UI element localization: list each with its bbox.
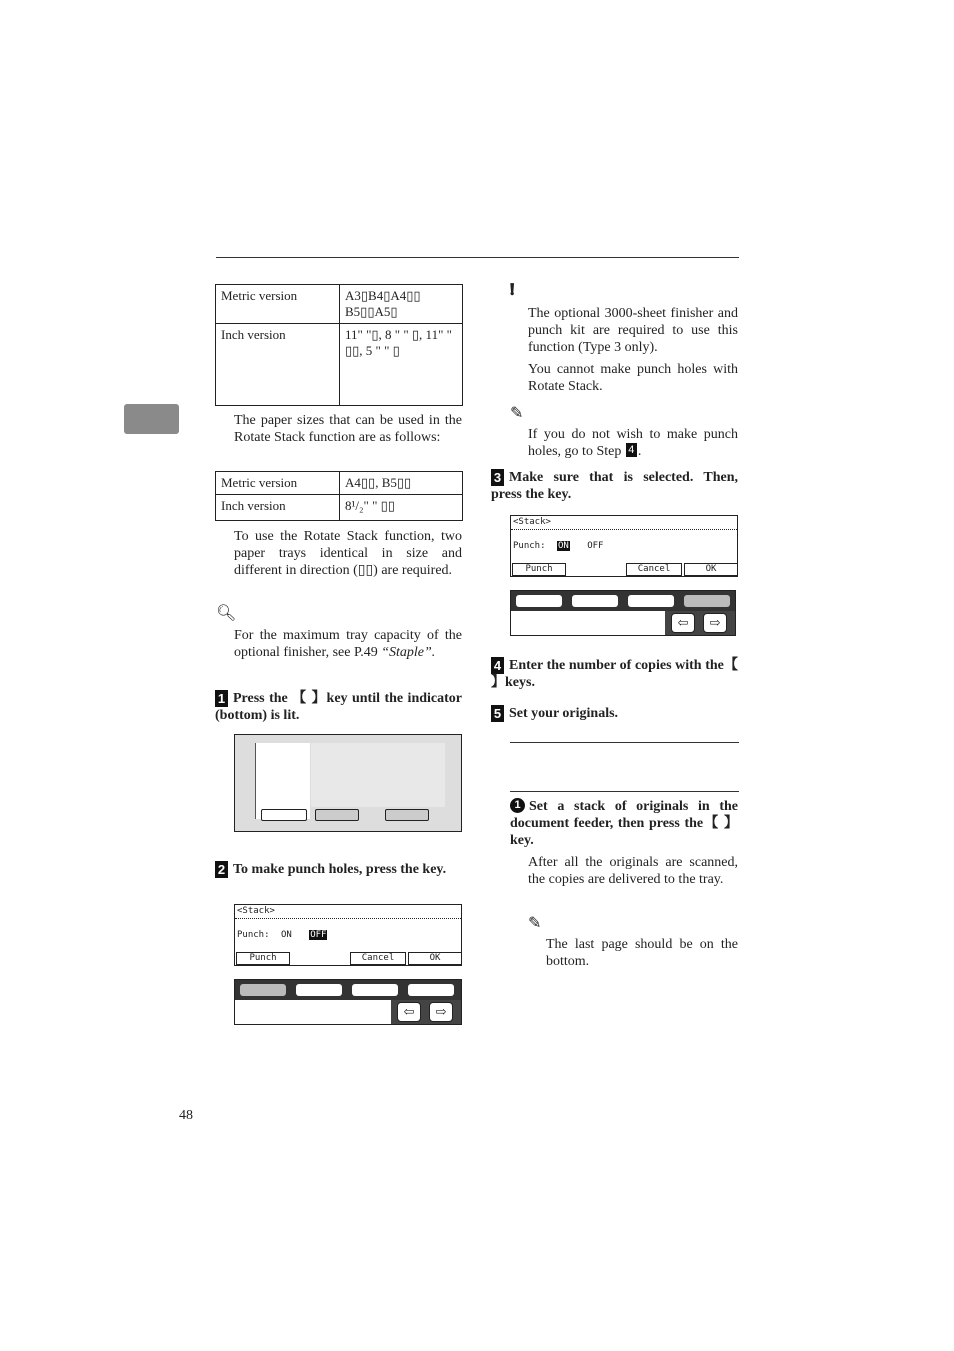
step-5-text: Set your originals. [509,706,619,721]
chapter-tab [124,404,179,434]
step-1-number: 1 [215,690,228,707]
step-4-text: Enter the number of copies with the【 】keys. [491,658,738,690]
paper-size-table-1 [215,284,463,406]
keys-bar-right [511,591,735,611]
selection-key-1-right[interactable] [516,595,562,607]
reference-text: For the maximum tray capacity of the optional finisher, see P.49 [234,628,462,660]
note-pencil-icon: ✎ [510,405,524,422]
lcd-right-punch-key[interactable]: Punch [512,563,566,576]
page-number: 48 [179,1108,193,1123]
note-paragraph: If you do not wish to make punch holes, go to Step 4 . [528,427,738,459]
step-5-number: 5 [491,705,504,722]
lcd-left-keys [236,952,460,964]
arrow-area-left [391,1000,461,1024]
table2-label-inch: Inch version [216,495,340,521]
lcd-screen-right [510,515,738,577]
reference-magnifier-icon: 🔍︎ [216,605,237,622]
step-2-number: 2 [215,861,228,878]
table2-label-metric: Metric version [216,472,340,495]
step-3 [491,469,738,503]
note-text: If you do not wish to make punch holes, go to Step [528,427,738,459]
panel-key-1 [261,809,307,821]
lcd-left-ok-key[interactable]: OK [408,952,462,965]
table2-value-inch: 8¹/₂" " ▯▯ [340,495,463,521]
table2-value-metric: A4▯▯, B5▯▯ [340,472,463,495]
lcd-right-title: <Stack> [511,516,737,530]
lcd-right-cancel-key[interactable]: Cancel [626,563,682,576]
substep-1-number: 1 [510,798,525,813]
after-scan-paragraph: After all the originals are scanned, the copies are delivered to the tray. [528,855,738,887]
important-icon: ❗︎ [510,282,515,299]
section-rule-top [510,742,739,743]
selection-key-3-right[interactable] [628,595,674,607]
table1-value-inch: 11" "▯, 8 " " ▯, 11" " ▯▯, 5 " " ▯ [340,324,463,406]
important-note-1: The optional 3000-sheet finisher and punch kit are required to use this function (Type 3 only). [528,306,738,355]
step-2-text: To make punch holes, press the key. [233,862,447,877]
right-arrow-icon-right[interactable]: ⇨ [703,613,727,633]
lcd-right-ok-key[interactable]: OK [684,563,738,576]
operation-panel-illustration [234,734,462,832]
lcd-left-cancel-key[interactable]: Cancel [350,952,406,965]
panel-key-2 [315,809,359,821]
substep-1 [510,798,738,849]
step-1 [215,690,462,724]
left-arrow-icon-right[interactable]: ⇦ [671,613,695,633]
selection-key-1-left[interactable] [240,984,286,996]
selection-key-3-left[interactable] [352,984,398,996]
note-pencil-icon-2: ✎ [528,915,542,932]
selection-key-4-left[interactable] [408,984,454,996]
lcd-right-punch-label: Punch: [513,541,546,551]
step-1-text: Press the 【 】key until the indicator (bottom) is lit. [215,691,462,723]
lcd-right-keys [512,563,736,575]
lcd-left-title: <Stack> [235,905,461,919]
step-5 [491,705,738,722]
table1-label-metric: Metric version [216,285,340,324]
note-step-ref: 4 [626,443,637,457]
lcd-left-punch-row [235,929,461,943]
panel-left-section [255,743,310,819]
reference-italic: “Staple”. [381,645,436,660]
step-4-number: 4 [491,657,504,674]
last-page-note: The last page should be on the bottom. [546,937,738,969]
lcd-left-punch-label: Punch: [237,930,270,940]
lcd-right-on[interactable]: ON [557,541,569,551]
selection-key-2-left[interactable] [296,984,342,996]
section-rule-bottom [510,791,739,792]
table1-value-metric: A3▯B4▯A4▯▯ B5▯▯A5▯ [340,285,463,324]
step-2 [215,861,462,878]
panel-function-section [311,743,445,807]
selection-key-4-right[interactable] [684,595,730,607]
selection-keys-right [510,590,736,636]
step-3-number: 3 [491,469,504,486]
panel-key-3 [385,809,429,821]
right-arrow-icon[interactable]: ⇨ [429,1002,453,1022]
selection-key-2-right[interactable] [572,595,618,607]
reference-paragraph [234,627,462,661]
trays-paragraph: To use the Rotate Stack function, two paper trays identical in size and different in direction (▯▯) are required. [234,529,462,578]
substep-1-text: Set a stack of originals in the document feeder, then press the【 】key. [510,799,738,848]
selection-keys-left [234,979,462,1025]
lcd-left-punch-key[interactable]: Punch [236,952,290,965]
lcd-right-off[interactable]: OFF [587,541,604,551]
table1-label-inch: Inch version [216,324,340,406]
header-rule [216,257,739,258]
important-note-2: You cannot make punch holes with Rotate Stack. [528,362,738,394]
lcd-screen-left [234,904,462,966]
step-4 [491,657,738,691]
lcd-left-on[interactable]: ON [280,930,292,940]
arrow-area-right [665,611,735,635]
lcd-left-off[interactable]: OFF [310,930,327,940]
lcd-right-punch-row [511,540,737,554]
step-3-text: Make sure that is selected. Then, press the key. [491,470,738,502]
keys-bar-left [235,980,461,1000]
paper-size-table-2 [215,471,463,521]
paper-sizes-paragraph: The paper sizes that can be used in the Rotate Stack function are as follows: [234,413,462,445]
left-arrow-icon[interactable]: ⇦ [397,1002,421,1022]
